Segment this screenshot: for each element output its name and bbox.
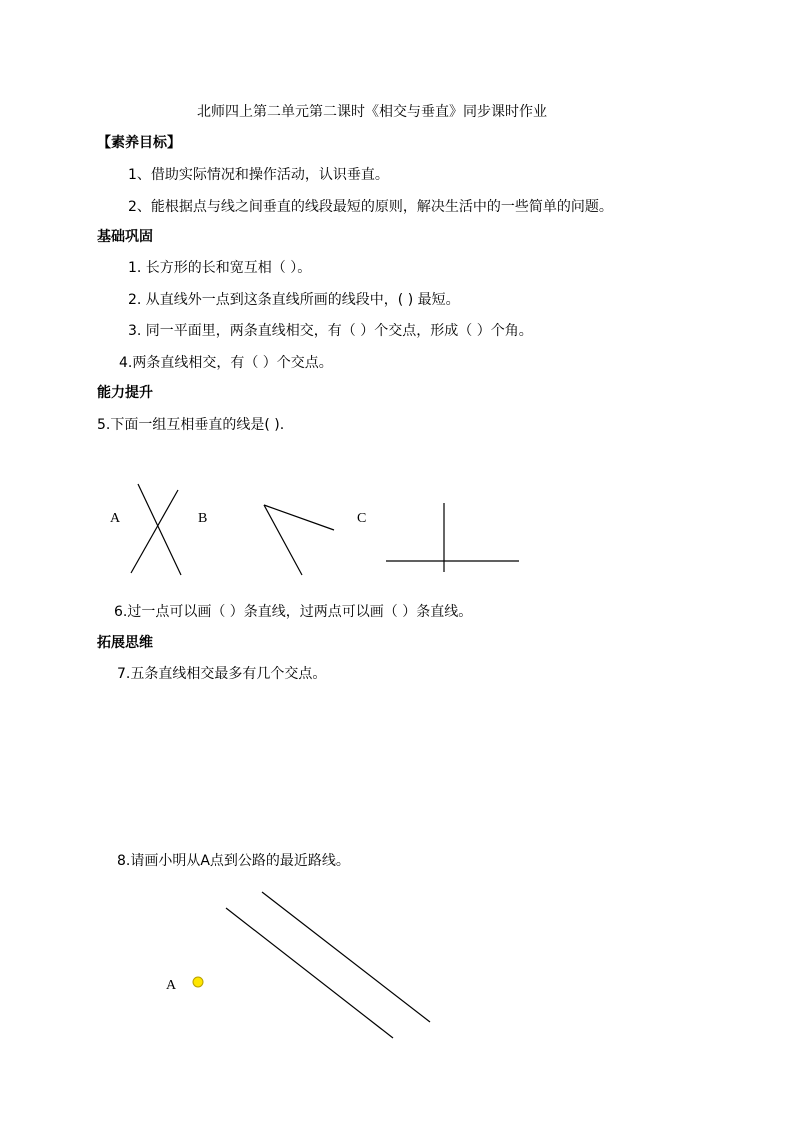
question-3: 3. 同一平面里，两条直线相交，有（ ）个交点，形成（ ）个角。 [128, 323, 533, 339]
road-figure [226, 892, 430, 1038]
point-a-dot [193, 977, 203, 987]
question-2: 2. 从直线外一点到这条直线所画的线段中，( ) 最短。 [128, 292, 460, 308]
option-a-label: A [110, 511, 121, 526]
option-c-label: C [357, 511, 367, 526]
point-a-label: A [166, 978, 177, 993]
question-5: 5.下面一组互相垂直的线是( ). [97, 417, 285, 433]
basics-heading: 基础巩固 [97, 229, 153, 245]
question-1: 1. 长方形的长和宽互相（ ）。 [128, 260, 312, 276]
extension-heading: 拓展思维 [97, 635, 153, 651]
ability-heading: 能力提升 [97, 385, 153, 401]
goal-item-1: 1、借助实际情况和操作活动，认识垂直。 [128, 167, 389, 183]
option-a-figure [131, 484, 181, 575]
goal-item-2: 2、能根据点与线之间垂直的线段最短的原则，解决生活中的一些简单的问题。 [128, 199, 613, 215]
page-title: 北师四上第二单元第二课时《相交与垂直》同步课时作业 [197, 104, 547, 120]
question-7: 7.五条直线相交最多有几个交点。 [117, 666, 327, 682]
option-c-figure [386, 503, 519, 572]
option-a-line-1 [138, 484, 181, 575]
option-b-line-1 [264, 505, 334, 530]
goals-heading: 【素养目标】 [97, 135, 181, 151]
question-4: 4.两条直线相交，有（ ）个交点。 [119, 355, 333, 371]
question-8: 8.请画小明从A点到公路的最近路线。 [117, 853, 350, 869]
question-6: 6.过一点可以画（ ）条直线，过两点可以画（ ）条直线。 [114, 604, 473, 620]
option-b-figure [264, 505, 334, 575]
option-b-label: B [198, 511, 208, 526]
option-a-line-2 [131, 490, 178, 573]
road-edge-2 [262, 892, 430, 1022]
road-edge-1 [226, 908, 393, 1038]
option-b-line-2 [264, 505, 302, 575]
